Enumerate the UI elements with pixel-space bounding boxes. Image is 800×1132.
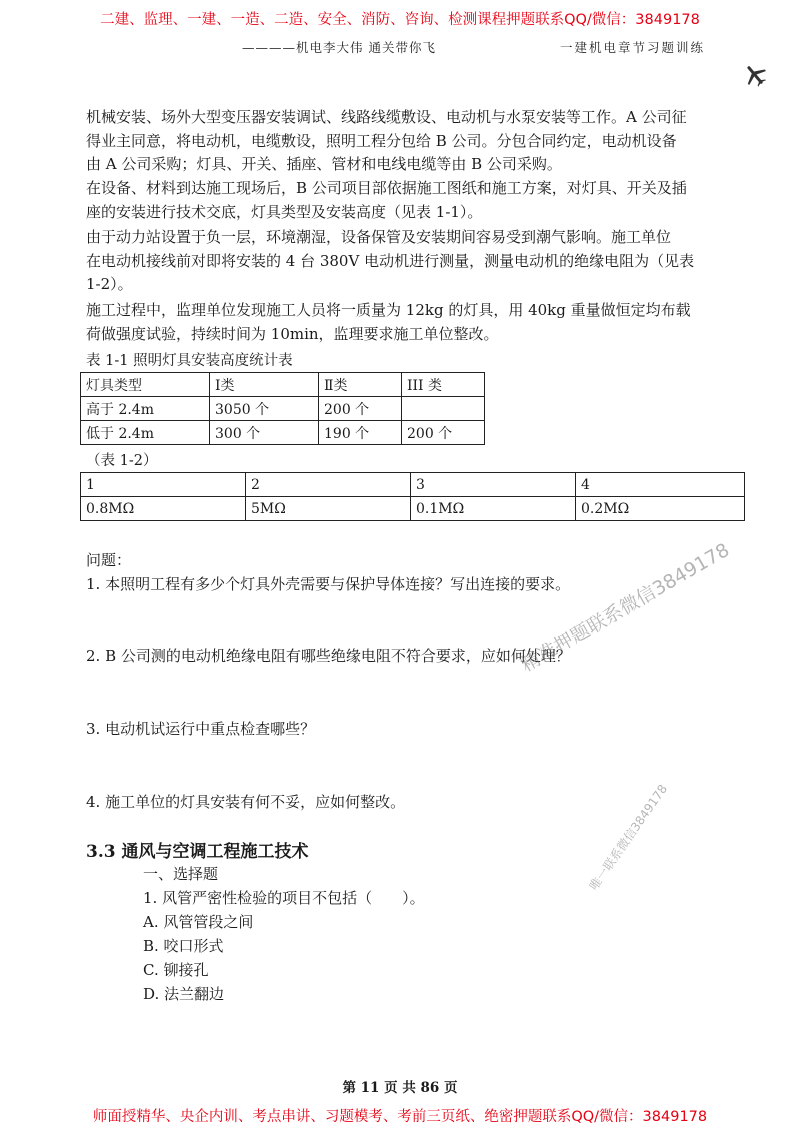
table-cell: 3050 个 — [210, 397, 319, 421]
table-row — [81, 497, 745, 521]
option-a: A. 风管管段之间 — [143, 913, 254, 931]
header-right-title: 一建机电章节习题训练 — [560, 40, 706, 55]
bottom-promo-banner: 师面授精华、央企内训、考点串讲、习题模考、考前三页纸、绝密押题联系QQ/微信：3849178 — [92, 1109, 708, 1125]
table-cell: 200 个 — [319, 397, 402, 421]
airplane-icon — [742, 62, 768, 88]
text-line: 由于动力站设置于负一层，环境潮湿，设备保管及安装期间容易受到潮气影响。施工单位 — [86, 228, 672, 246]
paragraph-technical-briefing — [86, 177, 756, 224]
table-cell: 高于 2.4m — [81, 397, 210, 421]
table-cell: 4 — [576, 473, 745, 497]
table-cell: 0.8MΩ — [81, 497, 246, 521]
text-line: 机械安装、场外大型变压器安装调试、线路线缆敷设、电动机与水泵安装等工作。A 公司征 — [86, 108, 687, 126]
question-2: 2. B 公司测的电动机绝缘电阻有哪些绝缘电阻不符合要求，应如何处理？ — [86, 647, 571, 665]
table-row — [81, 473, 745, 497]
header-left-motto: ————机电李大伟 通关带你飞 — [242, 40, 436, 55]
table-cell: 300 个 — [210, 421, 319, 445]
table-row — [81, 373, 485, 397]
text-line: 荷做强度试验，持续时间为 10min，监理要求施工单位整改。 — [86, 324, 499, 343]
mc-question: 1. 风管严密性检验的项目不包括（ ）。 — [143, 889, 425, 907]
table-cell: 190 个 — [319, 421, 402, 445]
section-title: 3.3 通风与空调工程施工技术 — [86, 842, 309, 862]
text-line: 座的安装进行技术交底，灯具类型及安装高度（见表 1-1）。 — [86, 202, 483, 221]
table-row — [81, 421, 485, 445]
table-cell: III 类 — [402, 373, 485, 397]
table-cell: 0.2MΩ — [576, 497, 745, 521]
page-number: 第 11 页 共 86 页 — [342, 1080, 458, 1096]
text-line: 施工过程中，监理单位发现施工人员将一质量为 12kg 的灯具，用 40kg 重量做恒定均布载 — [86, 301, 691, 319]
text-line: 在设备、材料到达施工现场后，B 公司项目部依据施工图纸和施工方案，对灯具、开关及插 — [86, 179, 687, 197]
questions-heading: 问题： — [86, 551, 132, 569]
paragraph-project-scope — [86, 106, 756, 177]
question-3: 3. 电动机试运行中重点检查哪些？ — [86, 720, 316, 738]
text-line: 1-2）。 — [86, 275, 133, 293]
text-line: 由 A 公司采购；灯具、开关、插座、管材和电线电缆等由 B 公司采购。 — [86, 155, 562, 173]
table-insulation-resistance — [80, 472, 745, 521]
table-cell: 低于 2.4m — [81, 421, 210, 445]
table2-caption: （表 1-2） — [86, 453, 158, 469]
paragraph-insulation-test — [86, 226, 756, 297]
table-row — [81, 397, 485, 421]
table-cell: 灯具类型 — [81, 373, 210, 397]
text-line: 得业主同意，将电动机，电缆敷设，照明工程分包给 B 公司。分包合同约定，电动机设备 — [86, 131, 677, 150]
top-promo-banner: 二建、监理、一建、一造、二造、安全、消防、咨询、检测课程押题联系QQ/微信：3849178 — [100, 12, 700, 28]
table-cell: 0.1MΩ — [411, 497, 576, 521]
table-cell: 1 — [81, 473, 246, 497]
option-d: D. 法兰翻边 — [143, 985, 225, 1003]
question-4: 4. 施工单位的灯具安装有何不妥，应如何整改。 — [86, 793, 406, 811]
watermark-small: 唯一联系微信3849178 — [586, 782, 671, 893]
question-1: 1. 本照明工程有多少个灯具外壳需要与保护导体连接？写出连接的要求。 — [86, 575, 571, 593]
table-cell: 5MΩ — [246, 497, 411, 521]
table-cell: Ⅱ类 — [319, 373, 402, 397]
option-b: B. 咬口形式 — [143, 937, 224, 955]
table-cell — [402, 397, 485, 421]
table-cell: 3 — [411, 473, 576, 497]
table-cell: Ⅰ类 — [210, 373, 319, 397]
paragraph-strength-test — [86, 299, 756, 346]
text-line: 在电动机接线前对即将安装的 4 台 380V 电动机进行测量，测量电动机的绝缘电阻为（见表 — [86, 251, 695, 270]
table1-caption: 表 1-1 照明灯具安装高度统计表 — [86, 353, 293, 369]
option-c: C. 铆接孔 — [143, 961, 209, 979]
section-subtitle: 一、选择题 — [143, 865, 219, 883]
table-cell: 200 个 — [402, 421, 485, 445]
table-lighting-heights — [80, 372, 485, 445]
table-cell: 2 — [246, 473, 411, 497]
watermark-right: 精准押题联系微信3849178 — [517, 538, 734, 677]
